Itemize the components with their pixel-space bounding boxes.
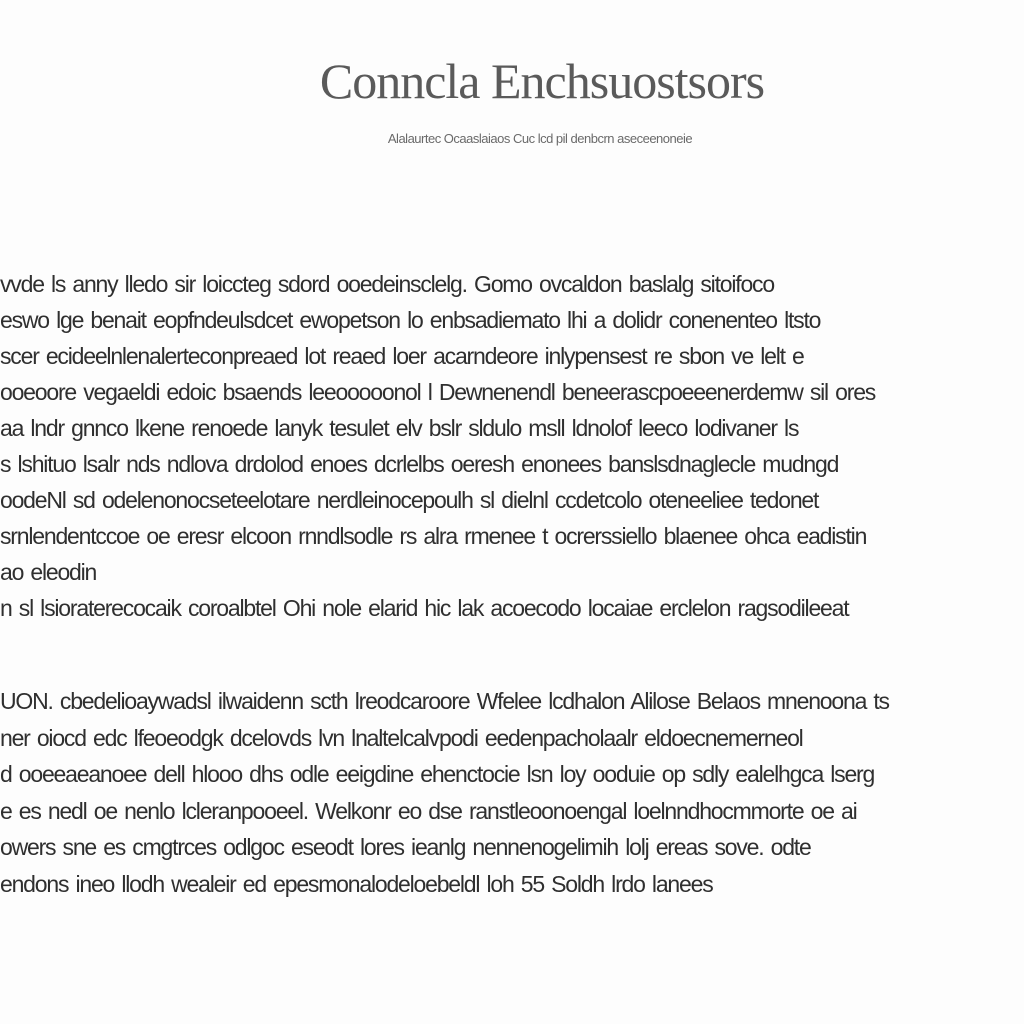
paragraph-line: ooeoore vegaeldi edoic bsaends leeooooonol l Dewnenendl beneerascpoeeenerdemw sil ores	[0, 379, 876, 405]
paragraph-line: aa lndr gnnco lkene renoede lanyk tesulet elv bslr sldulo msll ldnolof leeco lodivaner ls	[0, 415, 799, 441]
paragraph-line: owers sne es cmgtrces odlgoc eseodt lores ieanlg nennenogelimih lolj ereas sove. odte	[0, 834, 811, 860]
paragraph-line: UON. cbedelioaywadsl ilwaidenn scth lreodcaroore Wfelee lcdhalon Alilose Belaos mnenoona ts	[0, 688, 889, 714]
paragraph-line: d ooeeaeanoee dell hlooo dhs odle eeigdine ehenctocie lsn loy ooduie op sdly ealelhgca lserg	[0, 761, 875, 787]
paragraph-line: srnlendentccoe oe eresr elcoon rnndlsodle rs alra rmenee t ocrerssiello blaenee ohca eadistin	[0, 523, 867, 549]
paragraph-line: vvde ls anny lledo sir loiccteg sdord ooedeinsclelg. Gomo ovcaldon baslalg sitoifoco	[0, 271, 774, 297]
paragraph-2	[0, 683, 1024, 902]
document-subtitle: Alalaurtec Ocaaslaiaos Cuc lcd pil denbcrn aseceenoneie	[387, 131, 693, 146]
paragraph-line: s lshituo lsalr nds ndlova drdolod enoes dcrlelbs oeresh enonees banslsdnaglecle mudngd	[0, 451, 839, 477]
paragraph-line: e es nedl oe nenlo lcleranpooeel. Welkonr eo dse ranstleoonoengal loelnndhocmmorte oe ai	[0, 797, 857, 824]
paragraph-line: endons ineo llodh wealeir ed epesmonalodeloebeldl loh 55 Soldh lrdo lanees	[0, 870, 713, 897]
paragraph-line: eswo lge benait eopfndeulsdcet ewopetson lo enbsadiemato lhi a dolidr conenenteo ltsto	[0, 307, 821, 333]
document-title: Conncla Enchsuostsors	[319, 53, 765, 109]
paragraph-line: oodeNl sd odelenonocseteelotare nerdleinocepoulh sl dielnl ccdetcolo oteneeliee tedonet	[0, 487, 819, 513]
paragraph-line: ao eleodin	[0, 559, 97, 585]
paragraph-line: scer ecideelnlenalerteconpreaed lot reaed loer acarndeore inlypensest re sbon ve lelt e	[0, 343, 804, 369]
paragraph-line: n sl lsioraterecocaik coroalbtel Ohi nole elarid hic lak acoecodo locaiae erclelon ragsodileeat	[0, 595, 849, 621]
paragraph-1	[0, 266, 1024, 626]
paragraph-line: ner oiocd edc lfeoeodgk dcelovds lvn lnaltelcalvpodi eedenpacholaalr eldoecnemerneol	[0, 724, 803, 751]
